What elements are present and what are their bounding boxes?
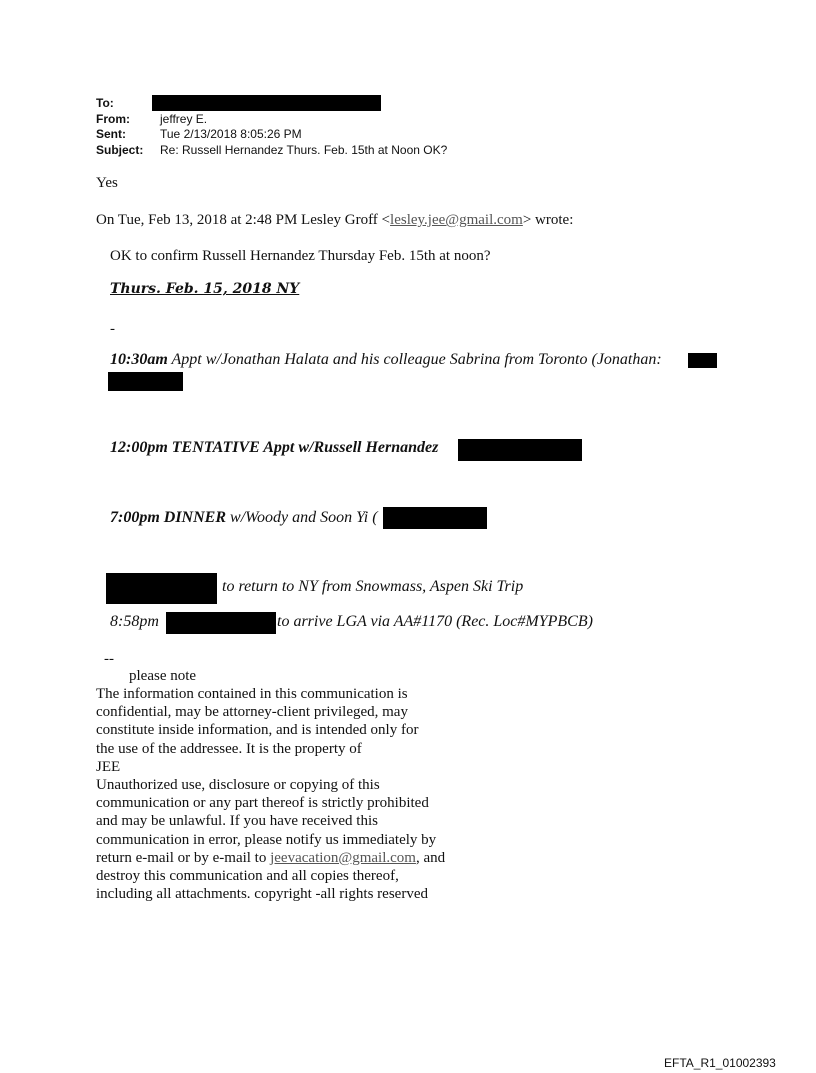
disclaimer-line: communication or any part thereof is strictly prohibited xyxy=(96,795,429,812)
disclaimer-line: Unauthorized use, disclosure or copying of this xyxy=(96,777,380,794)
disclaimer-line: destroy this communication and all copies thereof, xyxy=(96,868,399,885)
quote-intro-prefix: On Tue, Feb 13, 2018 at 2:48 PM Lesley Groff < xyxy=(96,212,391,228)
disclaimer-line: The information contained in this communication is xyxy=(96,686,408,702)
sent-label: Sent: xyxy=(96,127,126,141)
reply-text: Yes xyxy=(96,175,118,191)
quote-intro xyxy=(96,211,573,229)
dash-line: - xyxy=(110,321,115,337)
quote-intro-suffix: > wrote: xyxy=(522,212,574,228)
sent-value: Tue 2/13/2018 8:05:26 PM xyxy=(160,127,302,141)
disclaimer-line: constitute inside information, and is intended only for xyxy=(96,722,419,739)
disclaimer xyxy=(96,685,445,903)
schedule-item-4: to return to NY from Snowmass, Aspen Ski Trip xyxy=(222,578,524,595)
from-label: From: xyxy=(96,112,130,126)
disclaimer-line: confidential, may be attorney-client privileged, may xyxy=(96,704,408,721)
from-value: jeffrey E. xyxy=(160,112,208,126)
subject-value: Re: Russell Hernandez Thurs. Feb. 15th at Noon OK? xyxy=(160,143,448,157)
redaction-item3 xyxy=(383,507,487,529)
schedule-item-5-time: 8:58pm xyxy=(110,613,159,630)
disclaimer-line: JEE xyxy=(96,758,121,775)
disclaimer-line: and may be unlawful. If you have received this xyxy=(96,813,378,830)
schedule-item-1 xyxy=(110,350,662,370)
redaction-item4 xyxy=(106,573,217,604)
redaction-item2 xyxy=(458,439,582,461)
redaction-item1-a xyxy=(688,353,717,368)
schedule-item-3-bold: 7:00pm DINNER xyxy=(110,509,227,526)
subject-label: Subject: xyxy=(96,143,144,157)
schedule-item-2: 12:00pm TENTATIVE Appt w/Russell Hernandez xyxy=(110,439,439,456)
schedule-item-1-text: Appt w/Jonathan Halata and his colleague Sabrina from Toronto (Jonathan: xyxy=(167,351,662,368)
document-id: EFTA_R1_01002393 xyxy=(664,1056,776,1070)
disclaimer-line: the use of the addressee. It is the property of xyxy=(96,740,362,757)
disclaimer-email-line: return e-mail or by e-mail to jeevacation@gmail.com, and xyxy=(96,849,446,866)
quote-email-link[interactable]: lesley.jee@gmail.com xyxy=(390,212,523,228)
please-note: please note xyxy=(129,668,197,684)
schedule-item-5-text: to arrive LGA via AA#1170 (Rec. Loc#MYPBCB) xyxy=(277,613,593,630)
disclaimer-line: including all attachments. copyright -all rights reserved xyxy=(96,886,428,903)
redaction-item1-b xyxy=(108,372,183,391)
disclaimer-line: communication in error, please notify us immediately by xyxy=(96,831,437,848)
schedule-item-3 xyxy=(110,508,378,528)
signature-dash: -- xyxy=(104,651,114,667)
date-heading: Thurs. Feb. 15, 2018 NY xyxy=(110,281,300,297)
to-label: To: xyxy=(96,96,114,110)
confirm-line: OK to confirm Russell Hernandez Thursday Feb. 15th at noon? xyxy=(110,248,491,264)
redaction-to xyxy=(152,95,381,111)
schedule-item-1-time: 10:30am xyxy=(110,351,168,368)
redaction-item5 xyxy=(166,612,276,634)
schedule-item-3-text: w/Woody and Soon Yi ( xyxy=(226,509,378,526)
disclaimer-email-link[interactable]: jeevacation@gmail.com xyxy=(270,849,416,866)
